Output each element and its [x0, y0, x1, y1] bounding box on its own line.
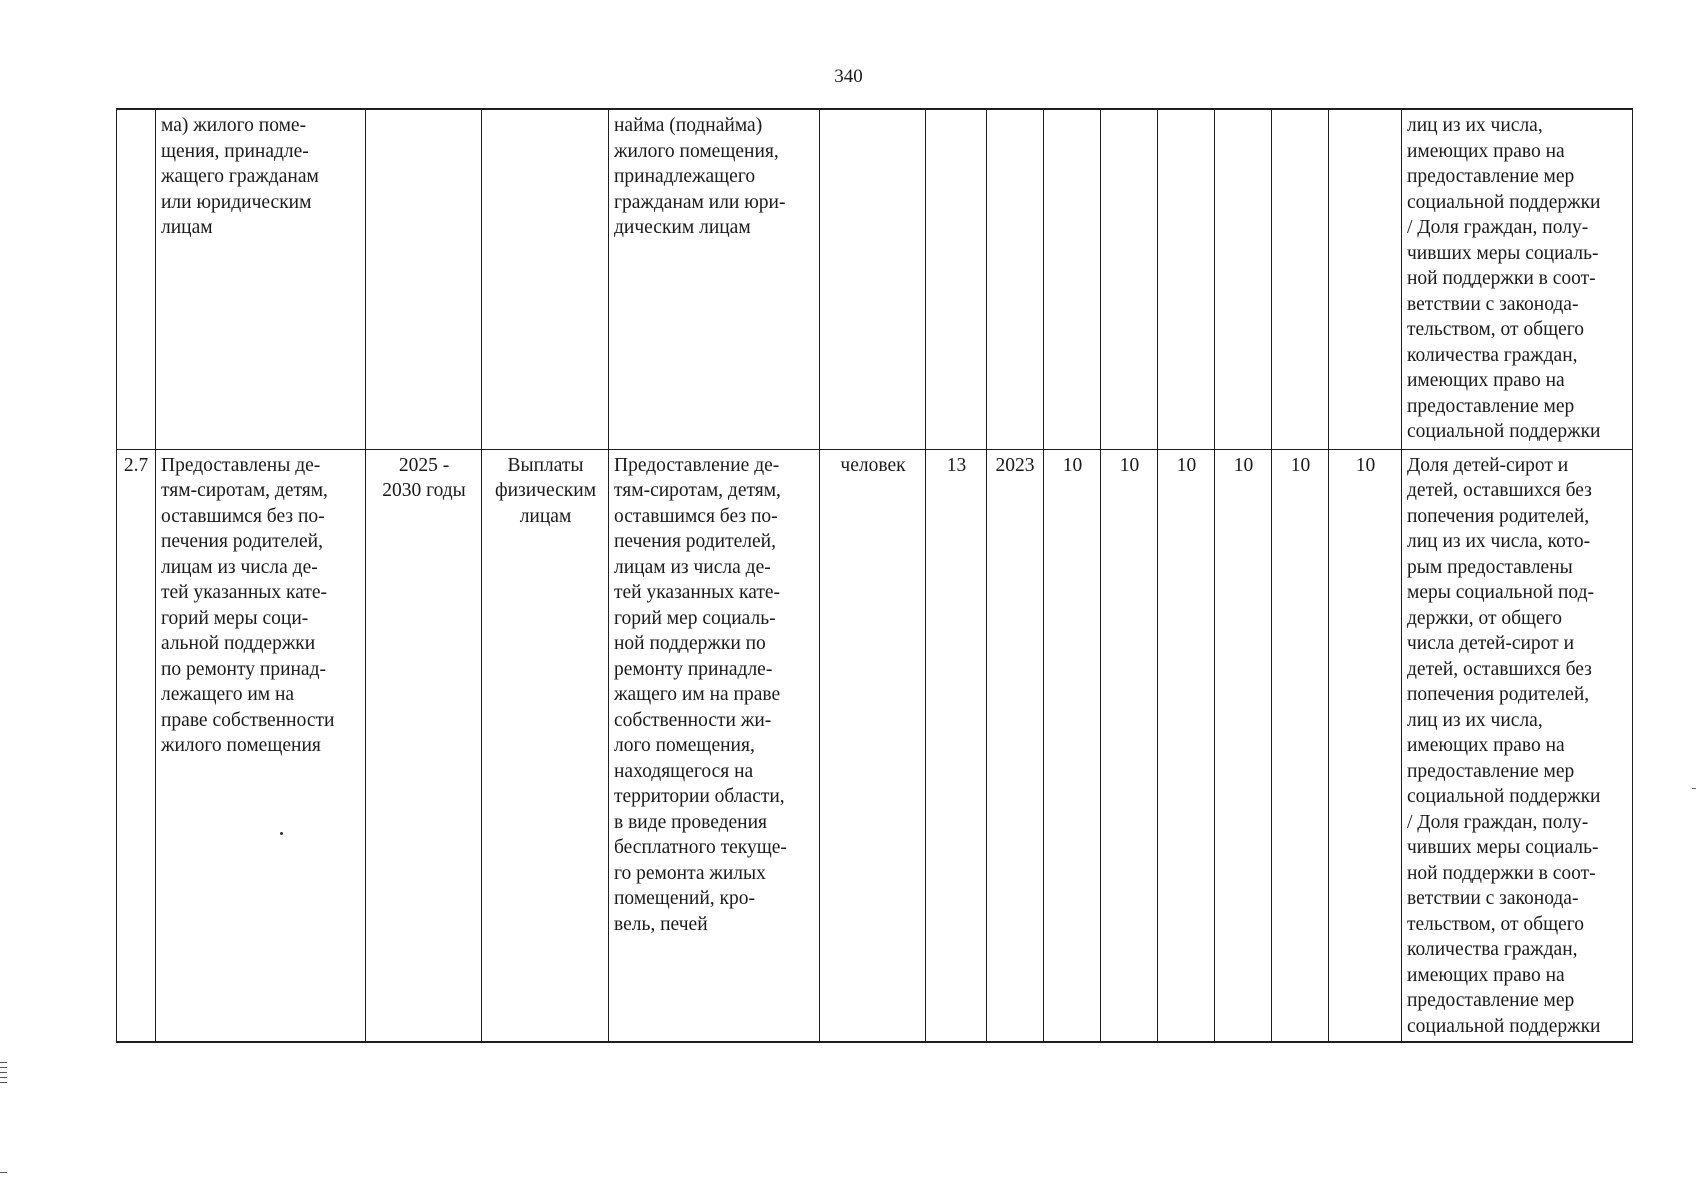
margin-tick: [1692, 788, 1696, 789]
base-value-cell: 13: [926, 449, 987, 1042]
value-cell: 10: [1272, 449, 1329, 1042]
scan-speck: [280, 832, 283, 835]
measure-name-cell: Предоставлены де- тям-сиротам, детям, оставшимся без по- печения родителей, лицам из числа де- тей указанных кате- горий меры соци- альной поддержки по ремонту принад- лежащего им на праве собственности жилого помещения: [156, 449, 366, 1042]
value-cell: [1101, 109, 1158, 449]
period-cell: 2025 - 2030 годы: [366, 449, 482, 1042]
measure-type-cell: [482, 109, 609, 449]
value-cell: 10: [1329, 449, 1402, 1042]
margin-tick: [0, 1172, 7, 1173]
value-cell: 10: [1215, 449, 1272, 1042]
base-value-cell: [926, 109, 987, 449]
indicator-cell: лиц из их числа, имеющих право на предоставление мер социальной поддержки / Доля граждан, полу- чивших меры социаль- ной поддержки в соот- ветствии с законода- тельством, от общего количества граждан, имеющих право на предоставление мер социальной поддержки: [1402, 109, 1633, 449]
value-cell: [1158, 109, 1215, 449]
indicator-cell: Доля детей-сирот и детей, оставшихся без попечения родителей, лиц из их числа, кото- рым предоставлены меры социальной под- держки, от общего числа детей-сирот и детей, оставшихся без попечения родителей, лиц из их числа, имеющих право на предоставление мер социальной поддержки / Доля граждан, полу- чивших меры социаль- ной поддержки в соот- ветствии с законода- тельством, от общего количества граждан, имеющих право на предоставление мер социальной поддержки: [1402, 449, 1633, 1042]
binding-marks: [0, 1062, 8, 1087]
measure-name-cell: ма) жилого поме- щения, принадле- жащего гражданам или юридическим лицам: [156, 109, 366, 449]
value-cell: 10: [1044, 449, 1101, 1042]
description-cell: Предоставление де- тям-сиротам, детям, оставшимся без по- печения родителей, лицам из числа де- тей указанных кате- горий мер социаль- ной поддержки по ремонту принадле- жащего им на праве собственности жи- лого помещения, находящегося на территории области, в виде проведения бесплатного текуще- го ремонта жилых помещений, кро- вель, печей: [609, 449, 820, 1042]
measure-type-cell: Выплаты физическим лицам: [482, 449, 609, 1042]
unit-cell: человек: [820, 449, 926, 1042]
value-cell: [1329, 109, 1402, 449]
row-number-cell: [117, 109, 156, 449]
value-cell: 10: [1158, 449, 1215, 1042]
base-year-cell: [987, 109, 1044, 449]
base-year-cell: 2023: [987, 449, 1044, 1042]
unit-cell: [820, 109, 926, 449]
value-cell: 10: [1101, 449, 1158, 1042]
description-cell: найма (поднайма) жилого помещения, принадлежащего гражданам или юри- дическим лицам: [609, 109, 820, 449]
value-cell: [1272, 109, 1329, 449]
period-cell: [366, 109, 482, 449]
value-cell: [1044, 109, 1101, 449]
table-row: [117, 109, 1633, 449]
document-table: [116, 108, 1633, 1043]
row-number-cell: 2.7: [117, 449, 156, 1042]
value-cell: [1215, 109, 1272, 449]
table-row: [117, 449, 1633, 1042]
page-number: 340: [834, 66, 863, 87]
